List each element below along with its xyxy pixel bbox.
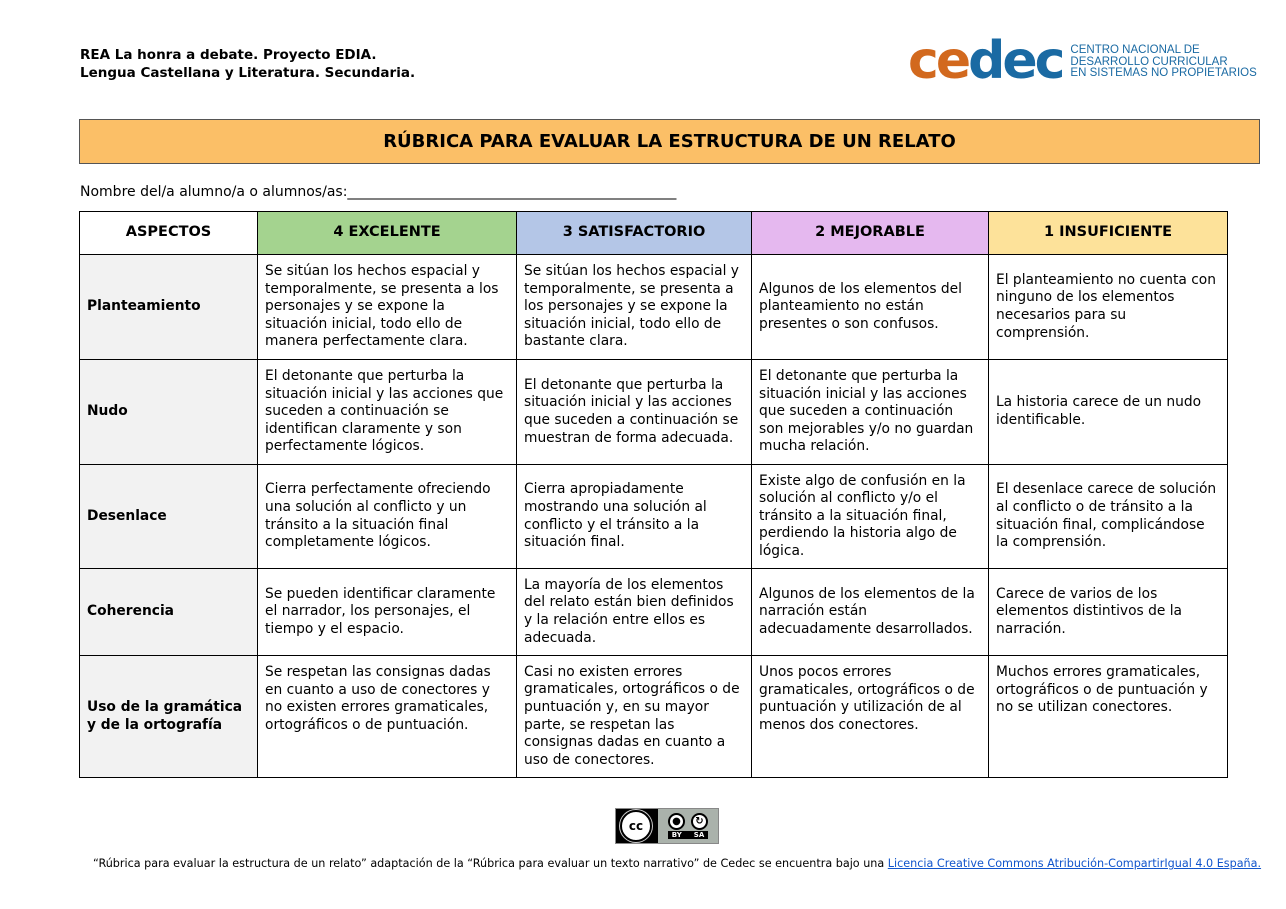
table-cell: Algunos de los elementos del planteamiento no están presentes o son confusos.: [752, 255, 989, 360]
table-row: [80, 465, 1228, 569]
table-cell: Muchos errores gramaticales, ortográficos o de puntuación y no se utilizan conectores.: [989, 656, 1228, 778]
header-satisfactorio: 3 SATISFACTORIO: [517, 212, 752, 255]
cc-by-sa-badge[interactable]: [615, 808, 719, 844]
table-cell: Se sitúan los hechos espacial y temporalmente, se presenta a los personajes y se expone la situación inicial, todo ello de bastante clara.: [517, 255, 752, 360]
header-insuficiente: 1 INSUFICIENTE: [989, 212, 1228, 255]
table-cell: Carece de varios de los elementos distintivos de la narración.: [989, 569, 1228, 656]
table-header-row: [80, 212, 1228, 255]
aspect-cell: Nudo: [80, 360, 258, 465]
table-cell: Se sitúan los hechos espacial y temporalmente, se presenta a los personajes y se expone la situación inicial, todo ello de manera perfectamente clara.: [258, 255, 517, 360]
header-aspectos: ASPECTOS: [80, 212, 258, 255]
table-cell: Algunos de los elementos de la narración están adecuadamente desarrollados.: [752, 569, 989, 656]
header-mejorable: 2 MEJORABLE: [752, 212, 989, 255]
table-row: [80, 255, 1228, 360]
rubric-table: [79, 211, 1228, 778]
header-excelente: 4 EXCELENTE: [258, 212, 517, 255]
table-cell: Se pueden identificar claramente el narrador, los personajes, el tiempo y el espacio.: [258, 569, 517, 656]
attribution-icon: ●: [668, 813, 685, 830]
table-cell: El planteamiento no cuenta con ninguno de los elementos necesarios para su comprensión.: [989, 255, 1228, 360]
aspect-cell: Planteamiento: [80, 255, 258, 360]
header-line-2: Lengua Castellana y Literatura. Secundaria.: [80, 65, 416, 81]
table-row: [80, 569, 1228, 656]
table-cell: Cierra apropiadamente mostrando una solución al conflicto y el tránsito a la situación final.: [517, 465, 752, 569]
table-cell: La historia carece de un nudo identificable.: [989, 360, 1228, 465]
cc-icon: cc: [620, 810, 652, 842]
license-footer: [93, 857, 1261, 870]
header-line-1: REA La honra a debate. Proyecto EDIA.: [80, 47, 377, 63]
document-header: [80, 46, 415, 82]
table-row: [80, 360, 1228, 465]
cedec-logo-word: cedec: [908, 31, 1063, 91]
table-cell: Existe algo de confusión en la solución al conflicto y/o el tránsito a la situación final, perdiendo la historia algo de lógica.: [752, 465, 989, 569]
license-link[interactable]: Licencia Creative Commons Atribución-CompartirIgual 4.0 España.: [887, 857, 1262, 870]
cedec-logo: [908, 31, 1257, 91]
table-row: [80, 656, 1228, 778]
table-cell: Cierra perfectamente ofreciendo una solución al conflicto y un tránsito a la situación final completamente lógicos.: [258, 465, 517, 569]
student-name-line: Nombre del/a alumno/a o alumnos/as:_______________________________________________: [80, 184, 677, 200]
cedec-logo-text: CENTRO NACIONAL DE DESARROLLO CURRICULAR EN SISTEMAS NO PROPIETARIOS: [1070, 44, 1257, 79]
table-cell: Unos pocos errores gramaticales, ortográficos o de puntuación y utilización de al menos dos conectores.: [752, 656, 989, 778]
aspect-cell: Coherencia: [80, 569, 258, 656]
table-cell: La mayoría de los elementos del relato están bien definidos y la relación entre ellos es adecuada.: [517, 569, 752, 656]
sa-label: SA: [693, 831, 705, 839]
table-cell: Casi no existen errores gramaticales, ortográficos o de puntuación y, en su mayor parte, se respetan las consignas dadas en cuanto a uso de conectores.: [517, 656, 752, 778]
table-cell: Se respetan las consignas dadas en cuanto a uso de conectores y no existen errores gramaticales, ortográficos o de puntuación.: [258, 656, 517, 778]
by-label: BY: [671, 831, 682, 839]
footer-text: “Rúbrica para evaluar la estructura de un relato” adaptación de la “Rúbrica para evaluar un texto narrativo” de Cedec se encuentra bajo una: [93, 857, 888, 870]
share-alike-icon: ↻: [691, 813, 708, 830]
rubric-title: RÚBRICA PARA EVALUAR LA ESTRUCTURA DE UN RELATO: [79, 119, 1260, 164]
table-cell: El detonante que perturba la situación inicial y las acciones que suceden a continuación son mejorables y/o no guardan mucha relación.: [752, 360, 989, 465]
table-cell: El detonante que perturba la situación inicial y las acciones que suceden a continuación se muestran de forma adecuada.: [517, 360, 752, 465]
table-cell: El detonante que perturba la situación inicial y las acciones que suceden a continuación se identifican claramente y son perfectamente lógicos.: [258, 360, 517, 465]
aspect-cell: Desenlace: [80, 465, 258, 569]
table-cell: El desenlace carece de solución al conflicto o de tránsito a la situación final, complicándose la comprensión.: [989, 465, 1228, 569]
aspect-cell: Uso de la gramática y de la ortografía: [80, 656, 258, 778]
